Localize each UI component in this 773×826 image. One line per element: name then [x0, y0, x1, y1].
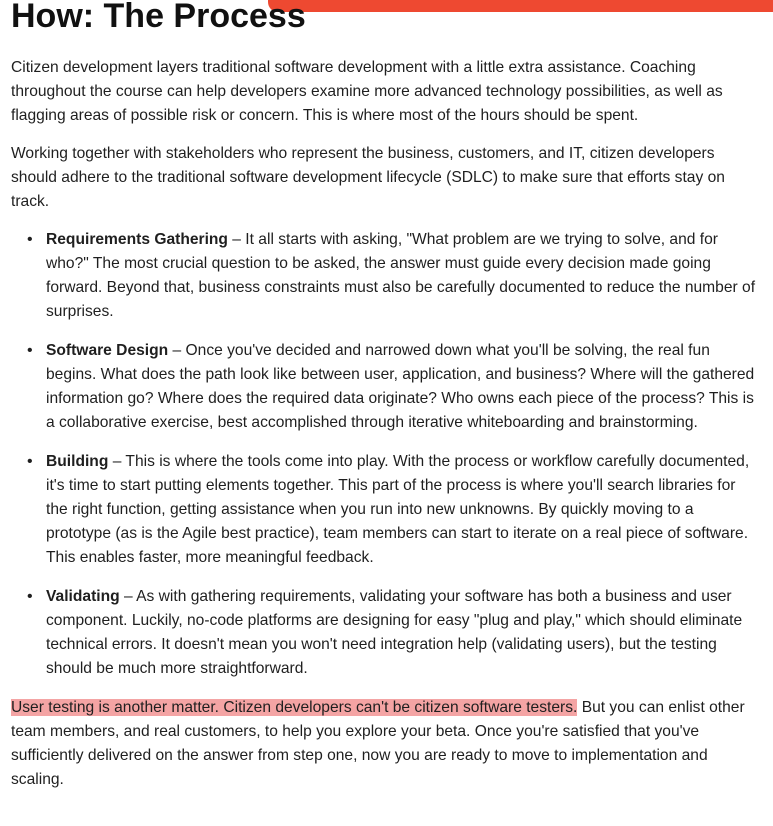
highlighted-text: User testing is another matter. Citizen developers can't be citizen software testers. — [11, 699, 578, 716]
list-item — [11, 450, 759, 570]
intro-paragraph: Citizen development layers traditional software development with a little extra assistance. Coaching throughout the course can help developers examine more advanced technology possibilities, as well as flagging areas of possible risk or concern. This is where most of the hours should be spent. — [11, 59, 723, 124]
closing-paragraph — [11, 696, 759, 792]
step-term: Software Design — [46, 342, 169, 359]
bullet-icon: • — [27, 588, 33, 605]
step-term: Building — [46, 453, 109, 470]
closing-text: But you can enlist other team members, and real customers, to help you explore your beta. Once you're satisfied that you've sufficiently delivered on the answer from step one, now you are ready to move to implementation and scaling. — [11, 699, 745, 788]
list-item — [11, 228, 759, 324]
step-description: – It all starts with asking, "What problem are we trying to solve, and for who?" The most crucial question to be asked, the answer must guide every decision made going forward. Beyond that, business constraints must also be carefully documented to reduce the number of surprises. — [46, 231, 756, 320]
section-heading: How: The Process — [11, 0, 306, 35]
bullet-icon: • — [27, 342, 33, 359]
bullet-icon: • — [27, 453, 33, 470]
step-description: – This is where the tools come into play. With the process or workflow carefully documented, it's time to start putting elements together. This part of the process is where you'll search libraries for the right function, getting assistance when you run into new unknowns. By quickly moving to a prototype (as is the Agile best practice), team members can start to iterate on a real piece of software. This enables faster, more meaningful feedback. — [46, 453, 750, 566]
step-term: Validating — [46, 588, 120, 605]
process-steps-list — [11, 228, 759, 681]
step-description: – Once you've decided and narrowed down what you'll be solving, the real fun begins. What does the path look like between user, application, and business? Where will the gathered information go? Where does the required data originate? Who owns each piece of the process? This is a collaborative exercise, best accomplished through iterative whiteboarding and brainstorming. — [46, 342, 755, 431]
bullet-icon: • — [27, 231, 33, 248]
step-term: Requirements Gathering — [46, 231, 228, 248]
step-description: – As with gathering requirements, validating your software has both a business and user component. Luckily, no-code platforms are designing for easy "plug and play," which should eliminate technical errors. It doesn't mean you won't need integration help (validating users), but the testing should be much more straightforward. — [46, 588, 743, 677]
sdlc-paragraph: Working together with stakeholders who represent the business, customers, and IT, citizen developers should adhere to the traditional software development lifecycle (SDLC) to make sure that efforts stay on track. — [11, 145, 725, 210]
article-content — [11, 0, 759, 792]
list-item — [11, 585, 759, 681]
list-item — [11, 339, 759, 435]
